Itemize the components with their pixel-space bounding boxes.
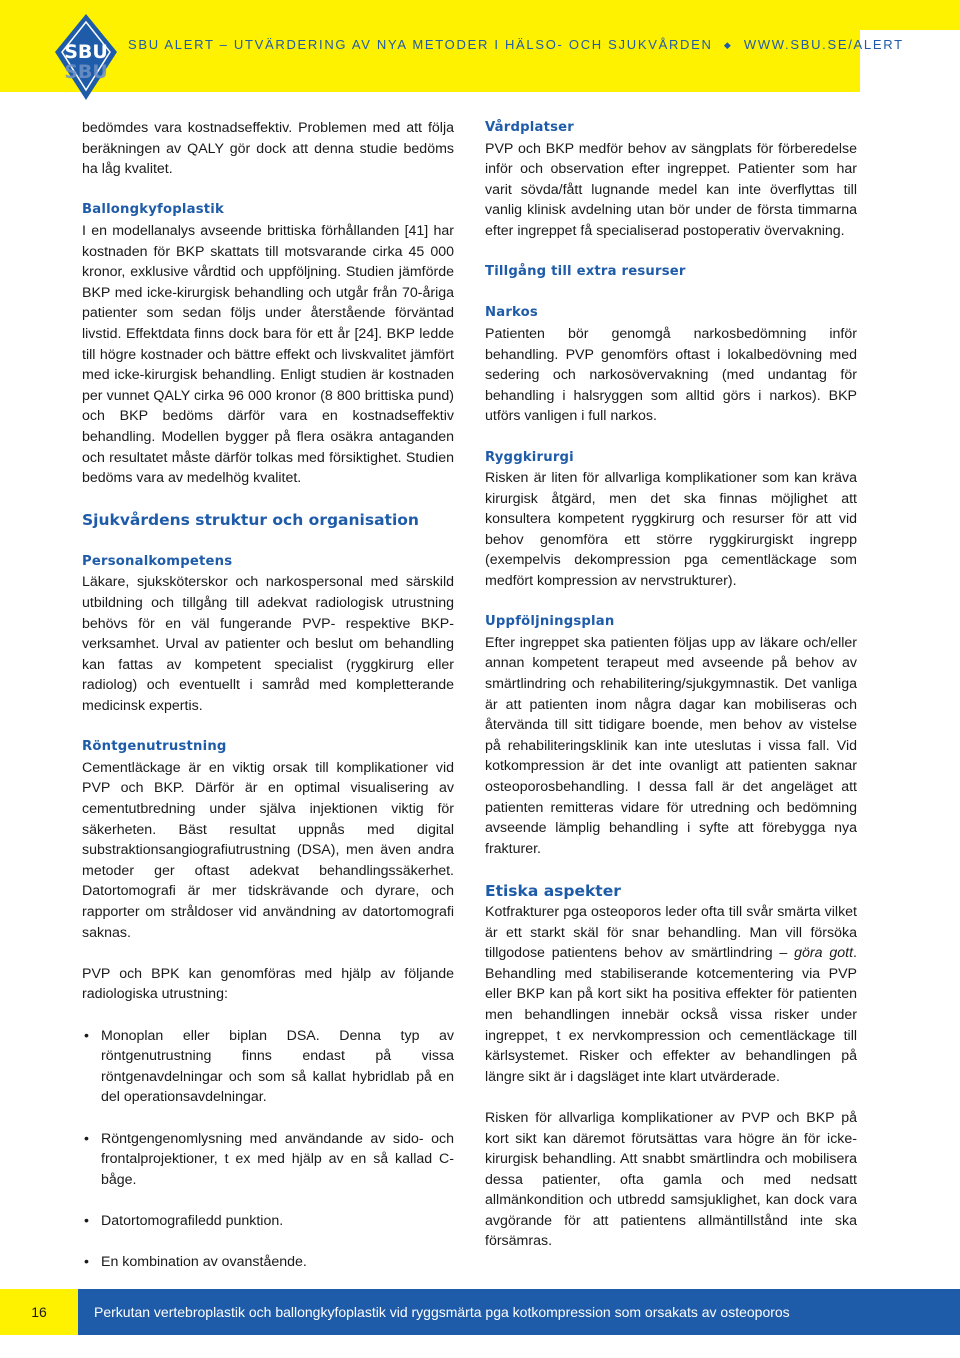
paragraph: Risken för allvarliga komplikationer av PVP och BKP på kort sikt kan däremot förutsättas vara högre än för icke-kirurgisk behandling. Att snabbt smärtlindra och mobilisera dessa patienter, ofta gamla och med nedsatt allmänkondition och utbredd samsjuklighet, kan dock vara avgörande för att patientens allmäntillstånd inte ska försämras. [485, 1109, 857, 1250]
subheading-ryggkirurgi: Ryggkirurgi [485, 449, 574, 465]
paragraph: I en modellanalys avseende brittiska förhållanden [41] har kostnaden för BKP skattats till motsvarande cirka 45 000 kronor, exklusive vårdtid och uppföljning. Studien jämförde BKP med icke-kirurgisk behandling och utgår från 70-åriga patienter som sedan följs under återstående förväntad livstid. Effektdata finns dock bara för ett år [24]. BKP ledde till högre kostnader och bättre effekt och livskvalitet jämfört med icke-kirurgisk behandling. Enligt studien är kostnaden per vunnet QALY cirka 96 000 kronor (8 800 brittiska pund) och BKP bedöms därför vara en kostnadseffektiv behandling. Modellen bygger på flera osäkra antaganden och resultatet måste därför tolkas med försiktighet. Studien bedöms vara av medelhög kvalitet. [82, 222, 454, 487]
paragraph: PVP och BPK kan genomföras med hjälp av följande radiologiska utrustning: [82, 965, 454, 1003]
section-heading-etiska-aspekter: Etiska aspekter [485, 881, 621, 900]
subheading-ballongkyfoplastik: Ballongkyfoplastik [82, 202, 224, 218]
paragraph [485, 902, 857, 1087]
paragraph: Cementläckage är en viktig orsak till komplikationer vid PVP och BKP. Därför är en optimal visualisering av cementutbredning under själva injektionen viktig för säkerheten. Bäst resultat uppnås med digital substraktionsangiografiutrustning (DSA), men även andra metoder ger oftast adekvat behandlingssäkerhet. Datortomografi är mer tidskrävande och dyrare, och rapporter om stråldoser vid användning av datortomografi saknas. [82, 759, 454, 941]
subheading-narkos: Narkos [485, 305, 538, 321]
header-separator: ◆ [723, 40, 733, 50]
subheading-tillgang-extra-resurser: Tillgång till extra resurser [485, 264, 686, 280]
header-tab [860, 0, 960, 30]
text-run: Kotfrakturer pga osteoporos leder ofta till svår smärta vilket är ett starkt skäl för snar behandling. Man vill försöka tillgodose patientens behov av smärtlindring – [485, 903, 857, 962]
subheading-uppfoljningsplan: Uppföljningsplan [485, 614, 615, 630]
left-column [82, 118, 454, 1293]
paragraph: Läkare, sjuksköterskor och narkospersonal med särskild utbildning och tillgång till adekvat radiologisk utrustning behövs för en väl fungerande PVP- respektive BKP-verksamhet. Urval av patienter och beslut om behandling kan fattas av kompetent specialist (ryggkirurg eller radiolog) och eventuellt i samråd med kompletterande medicinsk expertis. [82, 574, 454, 715]
subheading-rontgenutrustning: Röntgenutrustning [82, 739, 227, 755]
header-title [128, 37, 904, 52]
page-header [0, 0, 960, 92]
paragraph: Risken är liten för allvarliga komplikationer som kan kräva kirurgisk åtgärd, men det ska finnas möjlighet att konsultera kompetent ryggkirurg och resurser för att vid behov genomföra ett större ryggkirurgiskt ingrepp (exempelvis dekompression pga cementläckage som medfört kompression av nervstrukturer). [485, 470, 857, 590]
footer-title: Perkutan vertebroplastik och ballongkyfoplastik vid ryggsmärta pga kotkompression som orsakats av osteoporos [78, 1289, 960, 1335]
header-url[interactable]: WWW.SBU.SE/ALERT [743, 37, 904, 52]
list-item: • En kombination av ovanstående. [82, 1252, 454, 1273]
page-number: 16 [0, 1289, 78, 1335]
logo-text-shadow: SBU [64, 61, 108, 83]
subheading-vardplatser: Vårdplatser [485, 120, 574, 135]
paragraph: bedömdes vara kostnadseffektiv. Problemen med att följa beräkningen av QALY gör dock att denna studie bedöms ha låg kvalitet. [82, 120, 454, 178]
right-column [485, 118, 857, 1252]
header-title-text: SBU ALERT – UTVÄRDERING AV NYA METODER I HÄLSO- OCH SJUKVÅRDEN [128, 37, 713, 52]
sbu-logo [55, 14, 117, 100]
italic-text: göra gott [794, 945, 854, 962]
section-heading-sjukvardens-struktur: Sjukvårdens struktur och organisation [82, 511, 419, 530]
page-footer [0, 1289, 960, 1335]
logo-text: SBU [64, 41, 108, 63]
list-item: • Monoplan eller biplan DSA. Denna typ av röntgenutrustning finns endast på vissa röntgenavdelningar och som så kallat hybridlab på en del operationsavdelningar. [82, 1026, 454, 1108]
subheading-personalkompetens: Personalkompetens [82, 553, 233, 569]
equipment-list [82, 1026, 454, 1273]
text-run: . Behandling med stabiliserande kotcementering via PVP eller BKP kan på kort sikt ha positiva effekter för patienten men behandlingen innebär också vissa risker under ingreppet, t ex nervkompression och cementläckage till kärlsystemet. Risker och effekter av behandlingen på längre sikt är i dagsläget inte klart utvärderade. [485, 945, 857, 1085]
paragraph: Efter ingreppet ska patienten följas upp av läkare och/eller annan kompetent terapeut med avseende på behov av smärtlindring och rehabilitering/sjukgymnastik. Det vanliga är att patienten inom några dagar kan mobiliseras och återvända till sitt tidigare boende, men behov av vistelse på rehabiliteringsklinik kan inte uteslutas i vissa fall. Vid kotkompression är det inte ovanligt att patienten saknar osteoporosbehandling. I dessa fall är det angeläget att patienten remitteras vidare för utredning och bedömning avseende lämplig behandling i syfte att förebygga nya frakturer. [485, 634, 857, 857]
paragraph: PVP och BKP medför behov av sängplats för förberedelse inför och observation efter ingreppet. Patienter som har varit sövda/fått lugnande medel kan inte överflyttas till vanlig klinisk avdelning utan bör under de första timmarna efter ingreppet få specialiserad postoperativ övervakning. [485, 140, 857, 239]
list-item: • Röntgengenomlysning med användande av sido- och frontalprojektioner, t ex med hjälp av en så kallad C-båge. [82, 1129, 454, 1191]
paragraph: Patienten bör genomgå narkosbedömning inför behandling. PVP genomförs oftast i lokalbedövning med sedering och narkosövervakning (med undantag för behandling i halsryggen som alltid görs i narkos). BKP utförs vanligen i full narkos. [485, 325, 857, 425]
list-item: • Datortomografiledd punktion. [82, 1211, 454, 1232]
